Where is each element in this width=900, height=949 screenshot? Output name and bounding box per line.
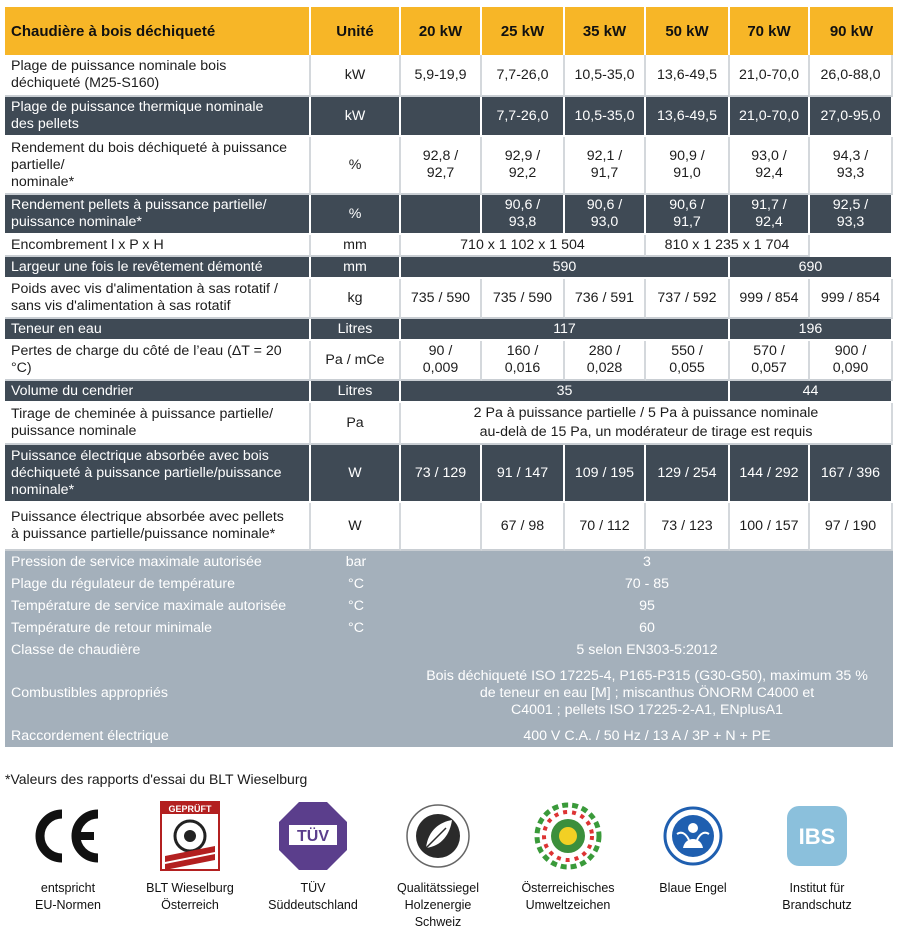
spec-sheet — [5, 7, 893, 747]
value-cell: 94,3 / 93,3 — [810, 137, 893, 195]
blt-wieselburg-seal-icon — [155, 800, 225, 872]
row-label: Pression de service maximale autorisée — [5, 551, 311, 573]
row-unit — [311, 661, 401, 725]
value-cell: 35 — [401, 381, 730, 403]
value-cell: 160 / 0,016 — [482, 341, 565, 381]
value-cell: 7,7-26,0 — [482, 97, 565, 137]
value-cell — [401, 195, 482, 235]
row-label: Pertes de charge du côté de l’eau (ΔT = 20 °C) — [5, 341, 311, 381]
row-label: Rendement du bois déchiqueté à puissance partielle/ nominale* — [5, 137, 311, 195]
value-cell: 7,7-26,0 — [482, 55, 565, 97]
cert-caption: BLT Wieselburg Österreich — [146, 881, 234, 912]
value-cell: 10,5-35,0 — [565, 55, 646, 97]
value-cell: 90,9 / 91,0 — [646, 137, 730, 195]
row-unit: °C — [311, 595, 401, 617]
row-unit — [311, 639, 401, 661]
value-cell: 2 Pa à puissance partielle / 5 Pa à puissance nominale au-delà de 15 Pa, un modérateur de tirage est requis — [401, 403, 893, 445]
table-row — [5, 235, 893, 257]
header-70kw: 70 kW — [730, 7, 810, 55]
value-cell: 3 — [401, 551, 893, 573]
value-cell — [401, 97, 482, 137]
value-cell: 100 / 157 — [730, 503, 810, 551]
header-35kw: 35 kW — [565, 7, 646, 55]
row-unit: W — [311, 503, 401, 551]
table-row — [5, 257, 893, 279]
cert-caption: Qualitätssiegel Holzenergie Schweiz — [397, 881, 479, 929]
value-cell: 109 / 195 — [565, 445, 646, 503]
value-cell: 13,6-49,5 — [646, 55, 730, 97]
holzenergie-leaf-icon — [402, 800, 474, 872]
row-label: Température de service maximale autorisée — [5, 595, 311, 617]
row-label: Largeur une fois le revêtement démonté — [5, 257, 311, 279]
row-label: Raccordement électrique — [5, 725, 311, 747]
header-25kw: 25 kW — [482, 7, 565, 55]
header-product: Chaudière à bois déchiqueté — [5, 7, 311, 55]
value-cell: 44 — [730, 381, 893, 403]
value-cell: 73 / 123 — [646, 503, 730, 551]
table-row — [5, 445, 893, 503]
cert-umweltzeichen — [508, 800, 628, 914]
value-cell: 67 / 98 — [482, 503, 565, 551]
cert-caption: Blaue Engel — [659, 881, 727, 895]
value-cell: 26,0-88,0 — [810, 55, 893, 97]
value-cell: 10,5-35,0 — [565, 97, 646, 137]
value-cell: 91 / 147 — [482, 445, 565, 503]
value-cell: 690 — [730, 257, 893, 279]
value-cell: 810 x 1 235 x 1 704 — [646, 235, 810, 257]
value-cell: 735 / 590 — [482, 279, 565, 319]
table-row — [5, 661, 893, 725]
row-unit: bar — [311, 551, 401, 573]
value-cell: 999 / 854 — [810, 279, 893, 319]
table-header-row — [5, 7, 893, 55]
table-row — [5, 639, 893, 661]
table-row — [5, 725, 893, 747]
row-unit: Pa / mCe — [311, 341, 401, 381]
table-row — [5, 319, 893, 341]
value-cell: 70 / 112 — [565, 503, 646, 551]
value-cell: 735 / 590 — [401, 279, 482, 319]
value-cell: 5,9-19,9 — [401, 55, 482, 97]
value-cell: 21,0-70,0 — [730, 55, 810, 97]
row-unit: °C — [311, 573, 401, 595]
footnote: *Valeurs des rapports d'essai du BLT Wieselburg — [5, 771, 308, 787]
row-label: Puissance électrique absorbée avec bois déchiqueté à puissance partielle/puissance nominale* — [5, 445, 311, 503]
tuv-octagon-icon — [277, 800, 349, 872]
table-row — [5, 595, 893, 617]
value-cell: 90,6 / 91,7 — [646, 195, 730, 235]
value-cell: 13,6-49,5 — [646, 97, 730, 137]
cert-caption: Institut für Brandschutz — [782, 881, 852, 912]
row-label: Plage de puissance nominale bois déchiqueté (M25-S160) — [5, 55, 311, 97]
cert-caption: TÜV Süddeutschland — [268, 881, 358, 912]
cert-caption: Österreichisches Umweltzeichen — [521, 881, 615, 912]
row-unit: kW — [311, 55, 401, 97]
value-cell: 590 — [401, 257, 730, 279]
table-row — [5, 403, 893, 445]
value-cell: 95 — [401, 595, 893, 617]
table-row — [5, 195, 893, 235]
row-label: Température de retour minimale — [5, 617, 311, 639]
table-row — [5, 341, 893, 381]
row-label: Volume du cendrier — [5, 381, 311, 403]
value-cell: 167 / 396 — [810, 445, 893, 503]
certification-logos — [0, 800, 900, 949]
table-row — [5, 573, 893, 595]
value-cell: 117 — [401, 319, 730, 341]
svg-text:TÜV: TÜV — [297, 828, 329, 845]
row-unit: mm — [311, 235, 401, 257]
row-unit: kg — [311, 279, 401, 319]
cert-ibs — [757, 800, 877, 914]
value-cell: 60 — [401, 617, 893, 639]
value-cell: 710 x 1 102 x 1 504 — [401, 235, 646, 257]
value-cell: 93,0 / 92,4 — [730, 137, 810, 195]
value-cell: 92,9 / 92,2 — [482, 137, 565, 195]
value-cell — [401, 503, 482, 551]
value-cell: 400 V C.A. / 50 Hz / 13 A / 3P + N + PE — [401, 725, 893, 747]
value-cell: 97 / 190 — [810, 503, 893, 551]
row-unit: Litres — [311, 381, 401, 403]
value-cell: 21,0-70,0 — [730, 97, 810, 137]
header-unit: Unité — [311, 7, 401, 55]
table-row — [5, 279, 893, 319]
row-label: Plage du régulateur de température — [5, 573, 311, 595]
value-cell: 90 / 0,009 — [401, 341, 482, 381]
value-cell: 999 / 854 — [730, 279, 810, 319]
boiler-spec-table — [5, 7, 893, 747]
row-unit: °C — [311, 617, 401, 639]
row-label: Classe de chaudière — [5, 639, 311, 661]
row-unit: mm — [311, 257, 401, 279]
value-cell: 27,0-95,0 — [810, 97, 893, 137]
cert-caption: entspricht EU-Normen — [35, 881, 101, 912]
svg-text:GEPRÜFT: GEPRÜFT — [168, 804, 212, 814]
row-label: Plage de puissance thermique nominale des pellets — [5, 97, 311, 137]
cert-blauer-engel — [633, 800, 753, 897]
row-unit — [311, 725, 401, 747]
blauer-engel-icon — [657, 800, 729, 872]
value-cell: 144 / 292 — [730, 445, 810, 503]
svg-text:IBS: IBS — [798, 824, 836, 849]
header-20kw: 20 kW — [401, 7, 482, 55]
cert-holzenergie — [378, 800, 498, 931]
value-cell: 92,1 / 91,7 — [565, 137, 646, 195]
table-row — [5, 617, 893, 639]
row-label: Rendement pellets à puissance partielle/ puissance nominale* — [5, 195, 311, 235]
value-cell: 900 / 0,090 — [810, 341, 893, 381]
value-cell: 280 / 0,028 — [565, 341, 646, 381]
table-row — [5, 551, 893, 573]
value-cell: 73 / 129 — [401, 445, 482, 503]
value-cell: 90,6 / 93,8 — [482, 195, 565, 235]
row-unit: W — [311, 445, 401, 503]
value-cell: 70 - 85 — [401, 573, 893, 595]
value-cell: 92,5 / 93,3 — [810, 195, 893, 235]
row-unit: % — [311, 195, 401, 235]
value-cell: 5 selon EN303-5:2012 — [401, 639, 893, 661]
row-label: Tirage de cheminée à puissance partielle/ puissance nominale — [5, 403, 311, 445]
row-label: Poids avec vis d'alimentation à sas rotatif / sans vis d'alimentation à sas rotatif — [5, 279, 311, 319]
row-unit: kW — [311, 97, 401, 137]
row-label: Teneur en eau — [5, 319, 311, 341]
value-cell: 570 / 0,057 — [730, 341, 810, 381]
table-row — [5, 97, 893, 137]
value-cell: 550 / 0,055 — [646, 341, 730, 381]
row-label: Puissance électrique absorbée avec pellets à puissance partielle/puissance nominale* — [5, 503, 311, 551]
header-90kw: 90 kW — [810, 7, 893, 55]
value-cell: Bois déchiqueté ISO 17225-4, P165-P315 (G30-G50), maximum 35 % de teneur en eau [M] ; miscanthus ÖNORM C4000 et C4001 ; pellets ISO 17225-2-A1, ENplusA1 — [401, 661, 893, 725]
row-label: Combustibles appropriés — [5, 661, 311, 725]
value-cell: 736 / 591 — [565, 279, 646, 319]
row-unit: % — [311, 137, 401, 195]
value-cell: 196 — [730, 319, 893, 341]
table-row — [5, 503, 893, 551]
row-label: Encombrement l x P x H — [5, 235, 311, 257]
table-row — [5, 381, 893, 403]
ce-mark-icon — [28, 800, 108, 872]
table-row — [5, 137, 893, 195]
table-row — [5, 55, 893, 97]
cert-blt — [130, 800, 250, 914]
umweltzeichen-icon — [532, 800, 604, 872]
row-unit: Litres — [311, 319, 401, 341]
value-cell: 129 / 254 — [646, 445, 730, 503]
row-unit: Pa — [311, 403, 401, 445]
value-cell: 90,6 / 93,0 — [565, 195, 646, 235]
value-cell: 737 / 592 — [646, 279, 730, 319]
header-50kw: 50 kW — [646, 7, 730, 55]
value-cell: 92,8 / 92,7 — [401, 137, 482, 195]
value-cell: 91,7 / 92,4 — [730, 195, 810, 235]
cert-ce — [8, 800, 128, 914]
ibs-logo-icon — [781, 800, 853, 872]
cert-tuv — [253, 800, 373, 914]
